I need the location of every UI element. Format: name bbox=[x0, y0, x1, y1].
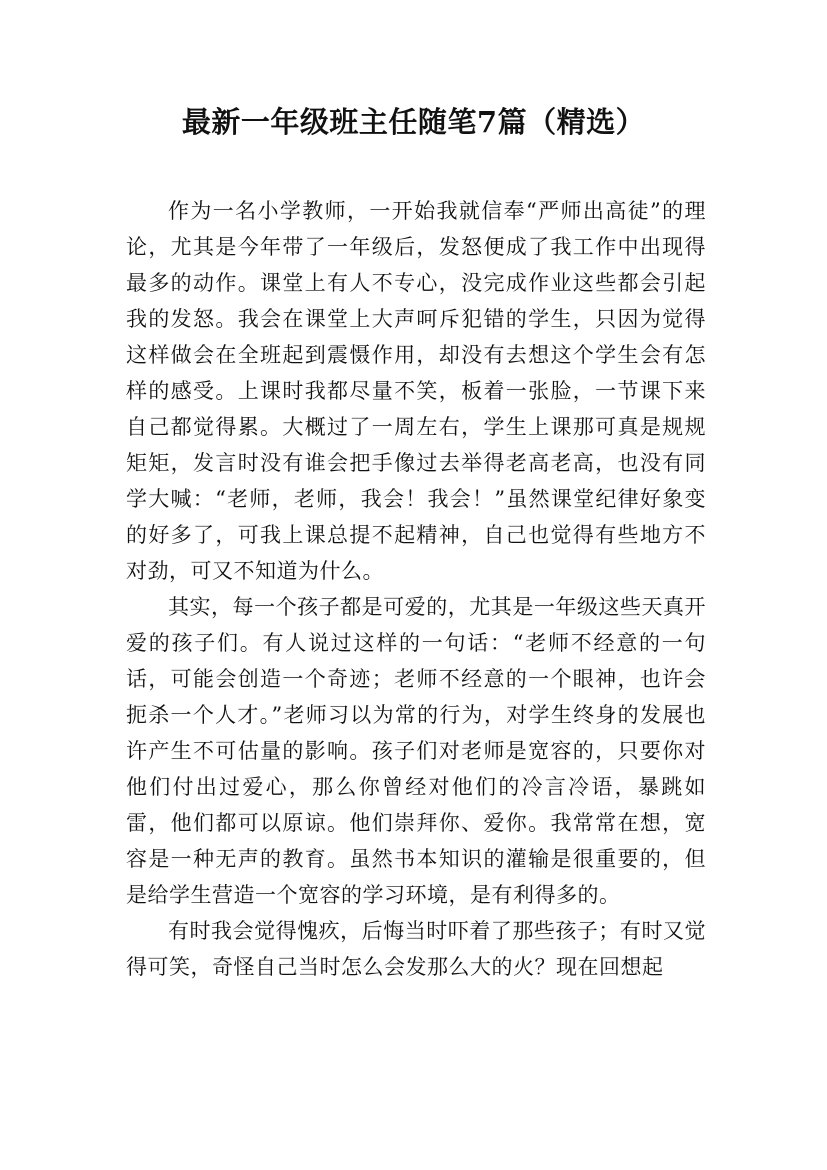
document-title: 最新一年级班主任随笔7篇（精选） bbox=[181, 105, 646, 139]
paragraph: 作为一名小学教师，一开始我就信奉“严师出高徒”的理论，尤其是今年带了一年级后，发怒便成了我工作中出现得最多的动作。课堂上有人不专心，没完成作业这些都会引起我的发怒。我会在课堂上大声呵斥犯错的学生，只因为觉得这样做会在全班起到震慑作用，却没有去想这个学生会有怎样的感受。上课时我都尽量不笑，板着一张脸，一节课下来自己都觉得累。大概过了一周左右，学生上课那可真是规规矩矩，发言时没有谁会把手像过去举得老高老高，也没有同学大喊：“老师，老师，我会！我会！”虽然课堂纪律好象变的好多了，可我上课总提不起精神，自己也觉得有些地方不对劲，可又不知道为什么。 bbox=[126, 199, 706, 583]
paragraph: 有时我会觉得愧疚，后悔当时吓着了那些孩子；有时又觉得可笑，奇怪自己当时怎么会发那么大的火？现在回想起 bbox=[126, 919, 706, 979]
document-body bbox=[126, 193, 706, 985]
paragraph: 其实，每一个孩子都是可爱的，尤其是一年级这些天真开爱的孩子们。有人说过这样的一句话：“老师不经意的一句话，可能会创造一个奇迹；老师不经意的一个眼神，也许会扼杀一个人才。”老师习以为常的行为，对学生终身的发展也许产生不可估量的影响。孩子们对老师是宽容的，只要你对他们付出过爱心，那么你曾经对他们的冷言冷语，暴跳如雷，他们都可以原谅。他们崇拜你、爱你。我常常在想，宽容是一种无声的教育。虽然书本知识的灌输是很重要的，但是给学生营造一个宽容的学习环境，是有利得多的。 bbox=[126, 595, 706, 907]
